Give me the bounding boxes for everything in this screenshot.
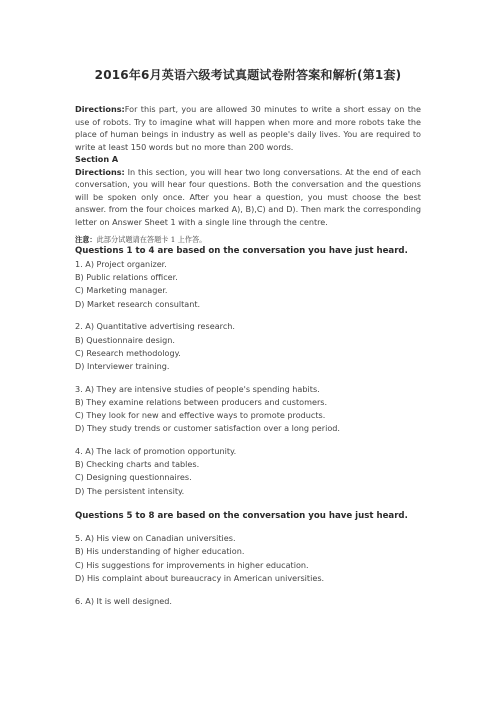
question-option: B) Checking charts and tables.	[75, 459, 200, 470]
question-option: C) His suggestions for improvements in higher education.	[75, 559, 309, 570]
question-option: D) Interviewer training.	[75, 360, 170, 371]
question-option: 1. A) Project organizer.	[75, 259, 167, 269]
question-option: 3. A) They are intensive studies of people's spending habits.	[75, 383, 320, 394]
writing-directions	[75, 103, 421, 153]
section-a-title: Section A	[75, 154, 119, 164]
question-option: 2. A) Quantitative advertising research.	[75, 321, 235, 332]
question-group-header: Questions 1 to 4 are based on the conversation you have just heard.	[75, 246, 408, 256]
question-block	[75, 445, 421, 498]
section-a-directions-label: Directions:	[75, 166, 125, 177]
question-block	[75, 258, 421, 311]
question-option: C) Marketing manager.	[75, 285, 168, 296]
writing-directions-text: For this part, you are allowed 30 minutes to write a short essay on the use of robots. Try to imagine what will happen when more and more robots take the place of human beings in industry as well as people's daily lives. You are required to write at least 150 words but no more than 200 words.	[75, 104, 421, 152]
writing-directions-label: Directions:	[75, 104, 125, 114]
section-a-directions-text: In this section, you will hear two long conversations. At the end of each conversation, you will hear four questions. Both the conversation and the questions will be spoken only once. After you hear a question, you must choose the best answer. from the four choices marked A), B),C) and D). Then mark the corresponding letter on Answer Sheet 1 with a single line through the centre.	[75, 166, 421, 227]
section-a-directions	[75, 166, 421, 229]
question-block	[75, 320, 421, 373]
question-option: D) His complaint about bureaucracy in American universities.	[75, 572, 325, 583]
question-block	[75, 532, 421, 585]
question-option: B) Questionnaire design.	[75, 334, 175, 345]
question-option: B) Public relations officer.	[75, 272, 178, 283]
question-block	[75, 595, 421, 608]
question-option: 4. A) The lack of promotion opportunity.	[75, 445, 237, 456]
question-option: D) The persistent intensity.	[75, 485, 185, 496]
question-group-header: Questions 5 to 8 are based on the conversation you have just heard.	[75, 510, 408, 521]
question-option: 5. A) His view on Canadian universities.	[75, 533, 236, 544]
question-option: 6. A) It is well designed.	[75, 595, 172, 606]
question-option: C) Research methodology.	[75, 347, 181, 358]
question-block	[75, 383, 421, 436]
question-option: C) Designing questionnaires.	[75, 472, 192, 483]
question-option: B) His understanding of higher education.	[75, 546, 245, 557]
note-text: 此部分试题请在答题卡 1 上作答。	[96, 235, 207, 244]
note-label: 注意：	[75, 235, 97, 244]
question-option: C) They look for new and effective ways to promote products.	[75, 410, 326, 421]
question-option: B) They examine relations between producers and customers.	[75, 396, 328, 407]
question-option: D) They study trends or customer satisfaction over a long period.	[75, 423, 340, 434]
answer-sheet-note	[75, 234, 421, 245]
question-option: D) Market research consultant.	[75, 298, 201, 309]
document-page	[75, 0, 421, 608]
document-title: 2016年6月英语六级考试真题试卷附答案和解析(第1套)	[94, 68, 402, 82]
